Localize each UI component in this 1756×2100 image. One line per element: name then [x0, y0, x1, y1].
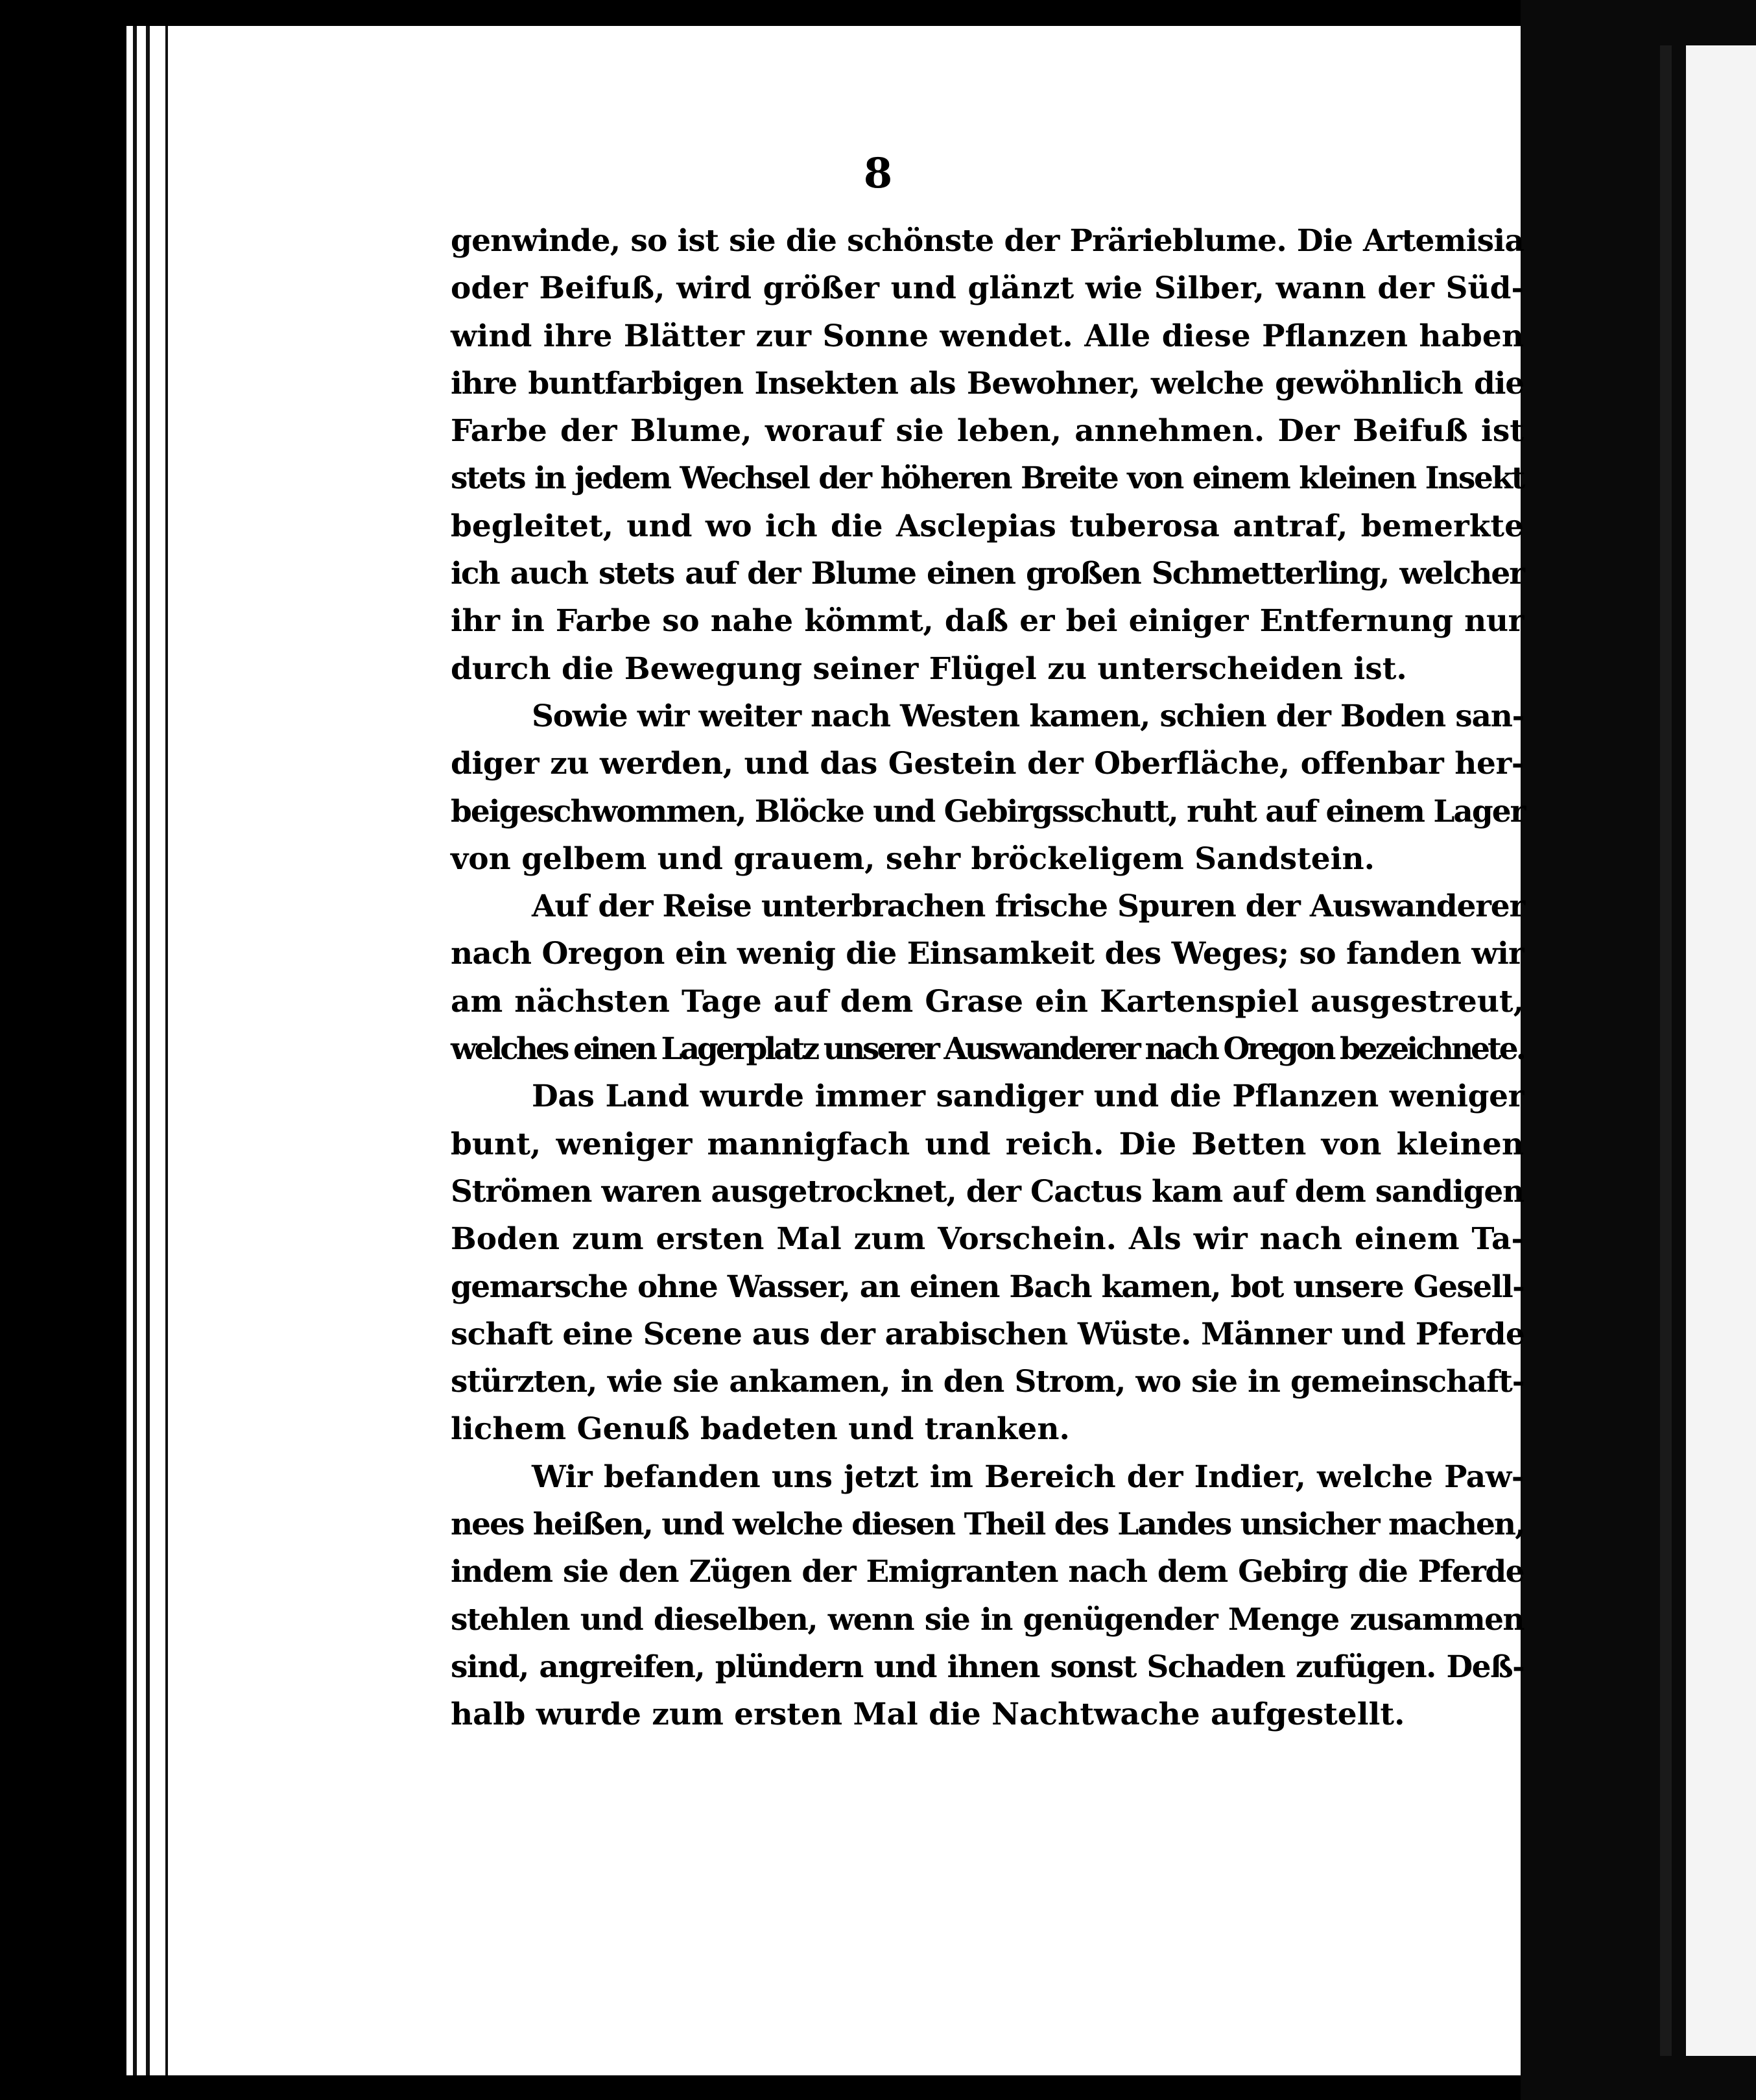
gutter-line: [133, 26, 137, 2075]
text-line: am nächsten Tage auf dem Grase ein Kartenspiel ausgestreut,: [451, 983, 1524, 1020]
text-line: halb wurde zum ersten Mal die Nachtwache aufgestellt.: [451, 1697, 1405, 1733]
next-page-edge: [1686, 45, 1756, 2056]
gutter-line: [146, 26, 150, 2075]
text-line: ihr in Farbe so nahe kömmt, daß er bei einiger Entfernung nur: [451, 603, 1524, 639]
text-line: ich auch stets auf der Blume einen großen Schmetterling, welcher: [451, 556, 1524, 592]
text-line: Wir befanden uns jetzt im Bereich der Indier, welche Paw-: [532, 1459, 1524, 1495]
text-line: begleitet, und wo ich die Asclepias tuberosa antraf, bemerkte: [451, 508, 1524, 544]
page-number: 8: [863, 149, 893, 198]
text-line: Farbe der Blume, worauf sie leben, annehmen. Der Beifuß ist: [451, 413, 1524, 449]
text-line: nach Oregon ein wenig die Einsamkeit des Weges; so fanden wir: [451, 936, 1524, 972]
body-text: [451, 217, 1524, 1739]
text-line: stürzten, wie sie ankamen, in den Strom, wo sie in gemeinschaft-: [451, 1364, 1524, 1400]
text-line: bunt, weniger mannigfach und reich. Die Betten von kleinen: [451, 1126, 1524, 1162]
text-line: stets in jedem Wechsel der höheren Breite von einem kleinen Insekt: [451, 460, 1524, 497]
text-line: sind, angreifen, plündern und ihnen sonst Schaden zufügen. Deß-: [451, 1649, 1524, 1685]
next-page-edge-rule: [1660, 45, 1672, 2056]
text-line: beigeschwommen, Blöcke und Gebirgsschutt, ruht auf einem Lager: [451, 793, 1525, 829]
text-line: schaft eine Scene aus der arabischen Wüste. Männer und Pferde: [451, 1316, 1525, 1352]
text-line: oder Beifuß, wird größer und glänzt wie Silber, wann der Süd-: [451, 270, 1524, 307]
text-line: Boden zum ersten Mal zum Vorschein. Als wir nach einem Ta-: [451, 1221, 1524, 1258]
text-line: gemarsche ohne Wasser, an einen Bach kamen, bot unsere Gesell-: [451, 1269, 1524, 1305]
text-line: indem sie den Zügen der Emigranten nach dem Gebirg die Pferde: [451, 1554, 1524, 1590]
gutter-line: [165, 26, 168, 2075]
text-line: diger zu werden, und das Gestein der Oberfläche, offenbar her-: [451, 746, 1524, 782]
text-line: nees heißen, und welche diesen Theil des Landes unsicher machen,: [451, 1507, 1525, 1543]
text-line: wind ihre Blätter zur Sonne wendet. Alle diese Pflanzen haben: [451, 318, 1524, 354]
text-line: stehlen und dieselben, wenn sie in genügender Menge zusammen: [451, 1601, 1524, 1638]
text-line: Sowie wir weiter nach Westen kamen, schien der Boden san-: [532, 698, 1524, 734]
text-line: ihre buntfarbigen Insekten als Bewohner, welche gewöhnlich die: [451, 365, 1524, 401]
text-line: durch die Bewegung seiner Flügel zu unterscheiden ist.: [451, 650, 1407, 687]
text-line: Strömen waren ausgetrocknet, der Cactus kam auf dem sandigen: [451, 1173, 1524, 1210]
text-line: welches einen Lagerplatz unserer Auswanderer nach Oregon bezeichnete.: [451, 1031, 1524, 1068]
text-line: von gelbem und grauem, sehr bröckeligem Sandstein.: [451, 841, 1375, 877]
text-line: Das Land wurde immer sandiger und die Pflanzen weniger: [532, 1079, 1524, 1115]
text-line: genwinde, so ist sie die schönste der Prärieblume. Die Artemisia: [451, 223, 1524, 259]
text-line: lichem Genuß badeten und tranken.: [451, 1411, 1070, 1448]
text-line: Auf der Reise unterbrachen frische Spuren der Auswanderer: [532, 889, 1525, 925]
